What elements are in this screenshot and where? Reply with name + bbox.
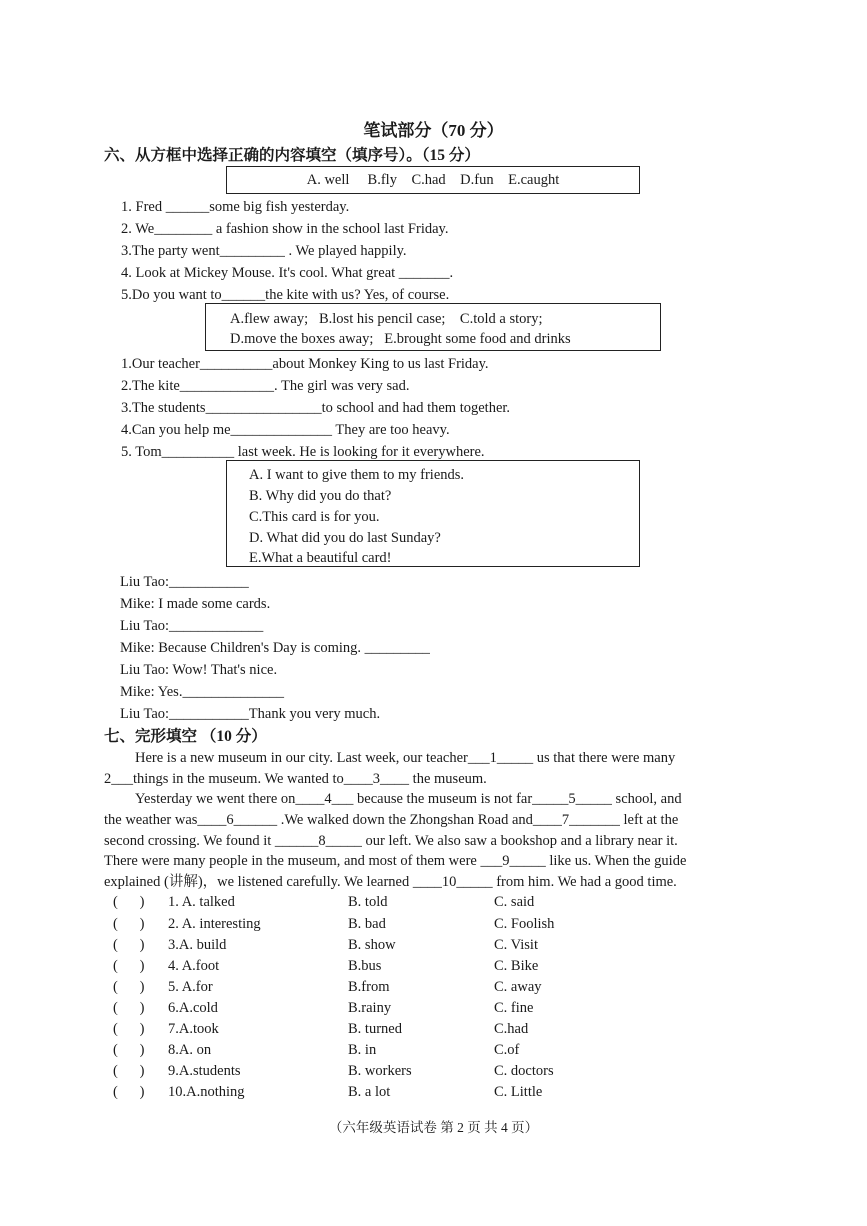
option-b: B.bus (348, 958, 382, 974)
partA-item-3: 3.The party went_________ . We played happily. (121, 243, 407, 259)
passage-line-6: There were many people in the museum, and most of them were ___9_____ like us. When the guide (104, 853, 687, 869)
option-b: B. told (348, 894, 388, 910)
section6-heading: 六、从方框中选择正确的内容填空（填序号）。（15 分） (104, 147, 480, 164)
partA-item-4: 4. Look at Mickey Mouse. It's cool. What great _______. (121, 265, 454, 281)
passage-line-4: the weather was____6______ .We walked down the Zhongshan Road and____7_______ left at the (104, 812, 679, 828)
option-c: C. fine (494, 1000, 534, 1016)
option-a: 5. A.for (168, 979, 213, 995)
option-a: 1. A. talked (168, 894, 235, 910)
partB-item-2: 2.The kite_____________. The girl was very sad. (121, 378, 410, 394)
page-title: 笔试部分（70 分） (363, 121, 504, 140)
option-a: 7.A.took (168, 1021, 219, 1037)
options-row (0, 959, 867, 979)
option-a: 3.A. build (168, 937, 227, 953)
sentence-option-d: D. What did you do last Sunday? (249, 530, 441, 546)
passage-line-5: second crossing. We found it ______8_____ our left. We also saw a bookshop and a library near it. (104, 833, 678, 849)
options-row (0, 980, 867, 1000)
option-a: 9.A.students (168, 1063, 241, 1079)
answer-bracket[interactable]: ( ) (113, 1000, 145, 1016)
option-b: B. show (348, 937, 396, 953)
dialogue-line-4: Mike: Because Children's Day is coming. _________ (120, 640, 430, 656)
partB-item-1: 1.Our teacher__________about Monkey King to us last Friday. (121, 356, 489, 372)
phrase-box-line-2: D.move the boxes away; E.brought some food and drinks (230, 331, 571, 347)
option-c: C.of (494, 1042, 520, 1058)
option-b: B. workers (348, 1063, 412, 1079)
answer-bracket[interactable]: ( ) (113, 894, 145, 910)
sentence-option-e: E.What a beautiful card! (249, 550, 392, 566)
phrase-box (205, 303, 661, 351)
option-b: B. a lot (348, 1084, 391, 1100)
option-c: C. doctors (494, 1063, 554, 1079)
option-c: C. said (494, 894, 535, 910)
dialogue-line-2: Mike: I made some cards. (120, 596, 271, 612)
options-row (0, 895, 867, 915)
option-a: 8.A. on (168, 1042, 212, 1058)
sentence-option-b: B. Why did you do that? (249, 488, 392, 504)
option-b: B.rainy (348, 1000, 392, 1016)
options-row (0, 1022, 867, 1042)
partB-item-4: 4.Can you help me______________ They are too heavy. (121, 422, 450, 438)
page-footer: （六年级英语试卷 第 2 页 共 4 页） (328, 1120, 539, 1135)
options-row (0, 1064, 867, 1084)
answer-bracket[interactable]: ( ) (113, 1084, 145, 1100)
answer-bracket[interactable]: ( ) (113, 1021, 145, 1037)
option-c: C. Little (494, 1084, 543, 1100)
option-a: 10.A.nothing (168, 1084, 245, 1100)
dialogue-line-1: Liu Tao:___________ (120, 574, 249, 590)
option-a: 2. A. interesting (168, 916, 261, 932)
partA-item-2: 2. We________ a fashion show in the school last Friday. (121, 221, 449, 237)
options-row (0, 938, 867, 958)
passage-line-2: 2___things in the museum. We wanted to____3____ the museum. (104, 771, 487, 787)
dialogue-line-3: Liu Tao:_____________ (120, 618, 264, 634)
phrase-box-line-1: A.flew away; B.lost his pencil case; C.told a story; (230, 311, 543, 327)
partA-item-1: 1. Fred ______some big fish yesterday. (121, 199, 350, 215)
sentence-option-a: A. I want to give them to my friends. (249, 467, 465, 483)
option-c: C.had (494, 1021, 529, 1037)
answer-bracket[interactable]: ( ) (113, 916, 145, 932)
passage-line-1: Here is a new museum in our city. Last week, our teacher___1_____ us that there were many (135, 750, 676, 766)
dialogue-line-5: Liu Tao: Wow! That's nice. (120, 662, 278, 678)
option-b: B. turned (348, 1021, 402, 1037)
option-c: C. Visit (494, 937, 538, 953)
option-b: B.from (348, 979, 390, 995)
partB-item-5: 5. Tom__________ last week. He is looking for it everywhere. (121, 444, 485, 460)
answer-bracket[interactable]: ( ) (113, 1063, 145, 1079)
answer-bracket[interactable]: ( ) (113, 937, 145, 953)
option-c: C. Foolish (494, 916, 555, 932)
answer-bracket[interactable]: ( ) (113, 1042, 145, 1058)
partB-item-3: 3.The students________________to school and had them together. (121, 400, 511, 416)
sentence-box (226, 460, 640, 567)
option-c: C. away (494, 979, 542, 995)
option-b: B. in (348, 1042, 377, 1058)
option-a: 6.A.cold (168, 1000, 218, 1016)
section7-heading: 七、完形填空 （10 分） (104, 728, 267, 745)
word-box-1 (226, 166, 640, 194)
dialogue-line-6: Mike: Yes.______________ (120, 684, 284, 700)
answer-bracket[interactable]: ( ) (113, 979, 145, 995)
dialogue-line-7: Liu Tao:___________Thank you very much. (120, 706, 381, 722)
option-c: C. Bike (494, 958, 539, 974)
option-b: B. bad (348, 916, 386, 932)
answer-bracket[interactable]: ( ) (113, 958, 145, 974)
passage-line-7: explained (讲解)，we listened carefully. We learned ____10_____ from him. We had a good time. (104, 874, 677, 890)
passage-line-3: Yesterday we went there on____4___ because the museum is not far_____5_____ school, and (135, 791, 682, 807)
options-row (0, 1001, 867, 1021)
options-row (0, 1043, 867, 1063)
sentence-option-c: C.This card is for you. (249, 509, 380, 525)
options-row (0, 1085, 867, 1105)
partA-item-5: 5.Do you want to______the kite with us? Yes, of course. (121, 287, 450, 303)
options-row (0, 917, 867, 937)
option-a: 4. A.foot (168, 958, 220, 974)
word-box-1-text: A. well B.fly C.had D.fun E.caught (306, 172, 560, 188)
